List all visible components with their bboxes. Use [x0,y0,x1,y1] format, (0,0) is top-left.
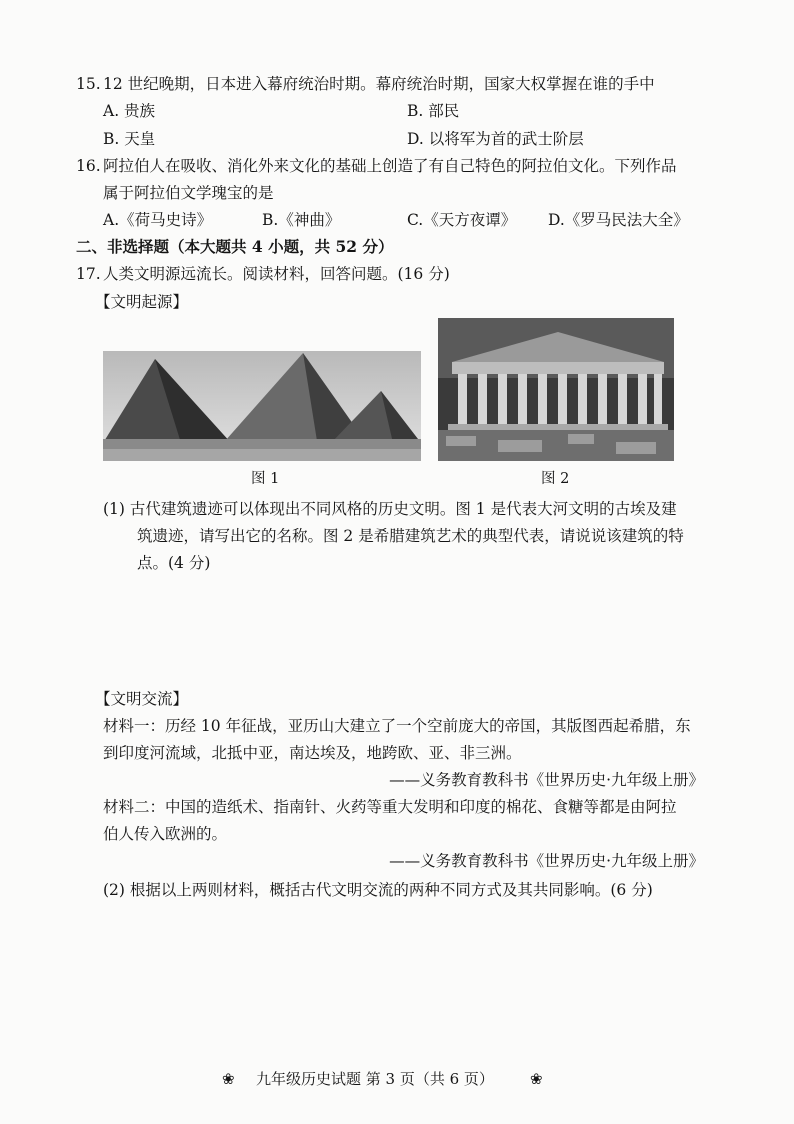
material1-source: ——义务教育教科书《世界历史·九年级上册》 [389,771,704,789]
parthenon-photo [438,318,674,461]
footer-ornament-right: ❀ [530,1070,543,1088]
q16-option-a: A.《荷马史诗》 [103,211,213,229]
material2-source: ——义务教育教科书《世界历史·九年级上册》 [389,852,704,870]
exchange-header: 【文明交流】 [95,690,189,708]
q16-number: 16. [76,157,101,175]
material1-line2: 到印度河流域，北抵中亚，南达埃及，地跨欧、亚、非三洲。 [103,744,522,762]
q17-number: 17. [76,265,101,283]
q15-option-d: D. 以将军为首的武士阶层 [407,130,584,148]
q17-sub1-line2: 筑遗迹，请写出它的名称。图 2 是希腊建筑艺术的典型代表，请说说该建筑的特 [137,527,684,545]
material1-line1: 材料一：历经 10 年征战，亚历山大建立了一个空前庞大的帝国，其版图西起希腊，东 [103,717,691,735]
q17-stem: 人类文明源远流长。阅读材料，回答问题。(16 分) [103,265,450,283]
material2-line2: 伯人传入欧洲的。 [103,825,228,843]
q15-option-c: B. 天皇 [103,130,156,148]
q15-option-b: B. 部民 [407,102,460,120]
q16-option-b: B.《神曲》 [262,211,341,229]
q17-sub1-line1: (1) 古代建筑遗迹可以体现出不同风格的历史文明。图 1 是代表大河文明的古埃及建 [103,500,677,518]
origin-header: 【文明起源】 [95,293,189,311]
pyramids-photo [103,351,421,461]
section-title: 二、非选择题（本大题共 4 小题，共 52 分） [76,237,394,256]
figure2-caption: 图 2 [541,471,570,487]
q15-option-a: A. 贵族 [103,102,156,120]
q15-stem: 12 世纪晚期，日本进入幕府统治时期。幕府统治时期，国家大权掌握在谁的手中 [103,75,655,93]
q16-option-c: C.《天方夜谭》 [407,211,517,229]
q17-sub1-line3: 点。(4 分) [137,554,211,572]
material2-line1: 材料二：中国的造纸术、指南针、火药等重大发明和印度的棉花、食糖等都是由阿拉 [103,798,677,816]
q16-stem-line2: 属于阿拉伯文学瑰宝的是 [103,184,274,202]
q15-number: 15. [76,75,101,93]
footer-ornament-left: ❀ [222,1070,235,1088]
q17-sub2: (2) 根据以上两则材料，概括古代文明交流的两种不同方式及其共同影响。(6 分) [103,881,653,899]
q16-option-d: D.《罗马民法大全》 [548,211,689,229]
figure1-caption: 图 1 [251,471,280,487]
page-footer: 九年级历史试题 第 3 页（共 6 页） [256,1070,494,1088]
q16-stem-line1: 阿拉伯人在吸收、消化外来文化的基础上创造了有自己特色的阿拉伯文化。下列作品 [103,157,677,175]
